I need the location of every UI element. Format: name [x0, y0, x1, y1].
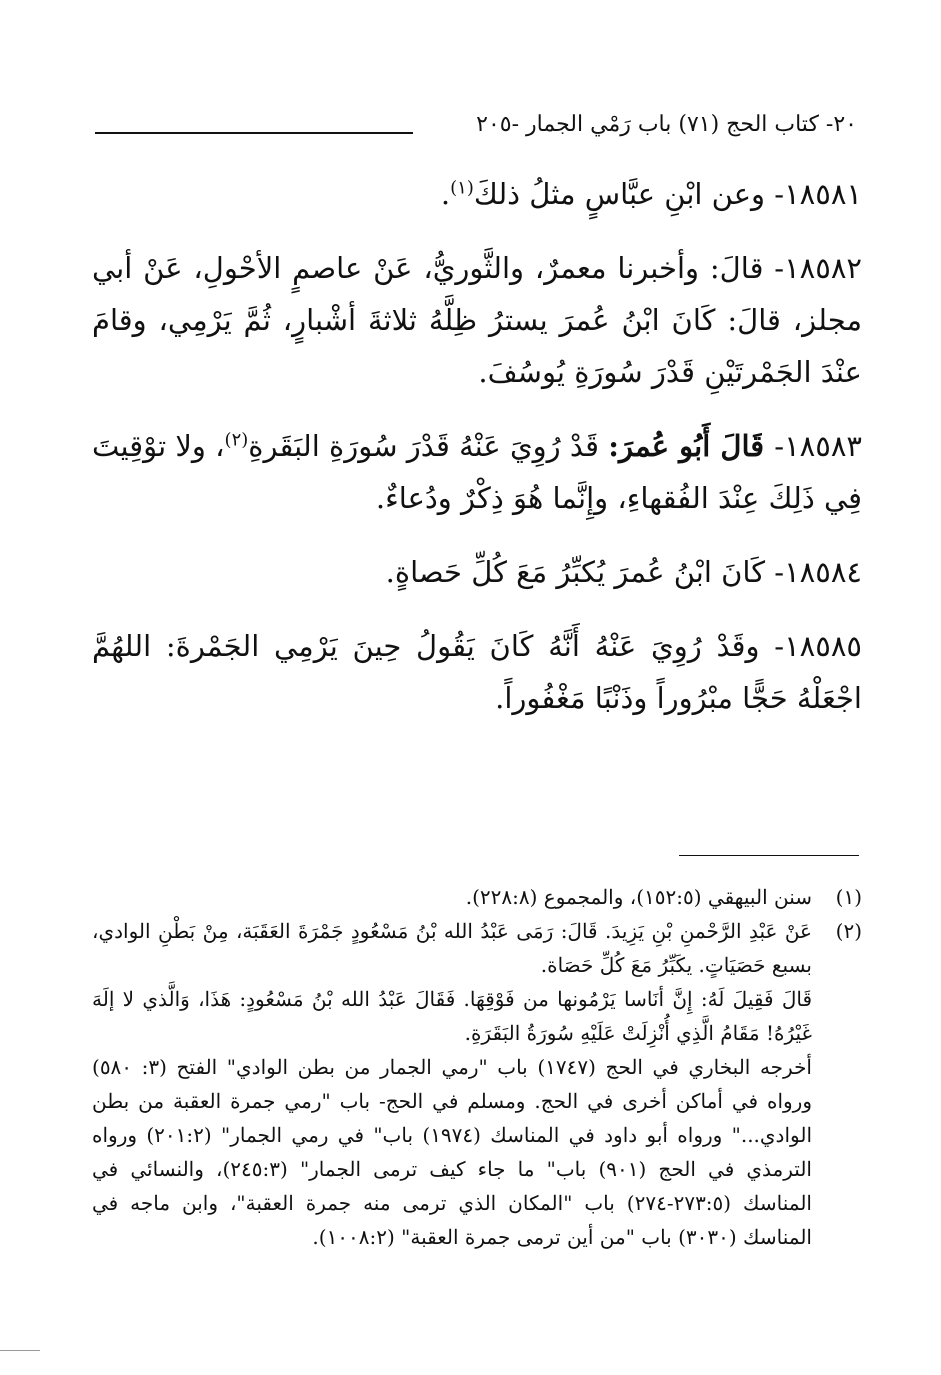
footnote-separator: [679, 855, 859, 856]
paragraph-18585: [92, 620, 862, 724]
paragraph-number: ١٨٥٨١-: [774, 177, 862, 211]
footnote-ref[interactable]: (٢): [224, 429, 249, 451]
header-rule: [95, 132, 413, 134]
footnote-line: أخرجه البخاري في الحج (١٧٤٧) باب "رمي الجمار من بطن الوادي" الفتح (٣: ٥٨٠) ورواه في أماكن أخرى في الحج. ومسلم في الحج- باب "رمي جمرة العقبة من بطن الوادي..." ورواه أبو داود في المناسك (١٩٧٤) باب" في رمي الجمار" (٢٠١:٢) ورواه الترمذي في الحج (٩٠١) باب" ما جاء كيف ترمى الجمار" (٢٤٥:٣)، والنسائي في المناسك (٢٧٣:٥-٢٧٤) باب "المكان الذي ترمى منه جمرة العقبة"، وابن ماجه في المناسك (٣٠٣٠) باب "من أين ترمى جمرة العقبة" (١٠٠٨:٢).: [92, 1055, 813, 1249]
paragraph-18583: [92, 420, 862, 524]
scan-mark: [0, 1350, 40, 1352]
paragraph-number: ١٨٥٨٣-: [774, 429, 862, 463]
main-text: [92, 168, 862, 746]
speaker-label: قَالَ أَبُو عُمرَ:: [608, 429, 775, 463]
paragraph-text: كَانَ ابْنُ عُمرَ يُكبِّرُ مَعَ كُلِّ حَصاةٍ.: [385, 555, 775, 589]
running-header: [95, 112, 857, 152]
paragraph-18581: [92, 168, 862, 220]
footnote-body: [92, 914, 812, 1254]
paragraph-text: وقَدْ رُوِيَ عَنْهُ أَنَّهُ كَانَ يَقُولُ حِينَ يَرْمِي الجَمْرةَ: اللهُمَّ اجْعَلْهُ حَجًّا مبْرُوراً وذَنْبًا مَغْفُوراً.: [92, 629, 862, 715]
footnote-marker: (٢): [835, 919, 862, 943]
footnotes: [92, 880, 862, 1254]
footnote-1: [92, 880, 862, 914]
footnote-marker: (١): [835, 885, 862, 909]
paragraph-text: وعن ابْنِ عبَّاسٍ مثلُ ذلكَ: [473, 177, 775, 211]
paragraph-tail: ، ولا توْقِيتَ فِي ذَلِكَ عِنْدَ الفُقهاءِ، وإِنَّما هُوَ ذِكْرٌ ودُعاءٌ.: [92, 429, 862, 515]
paragraph-text: قالَ: وأخبرنا معمرٌ، والثَّوريُّ، عَنْ عاصمٍ الأحْولِ، عَنْ أبي مجلز، قالَ: كَانَ ابْنُ عُمرَ يسترُ ظِلَّهُ ثلاثةَ أشْبارٍ، ثُمَّ يَرْمِي، وقامَ عنْدَ الجَمْرتَيْنِ قَدْرَ سُورَةِ يُوسُفَ.: [92, 251, 862, 389]
paragraph-number: ١٨٥٨٤-: [774, 555, 862, 589]
paragraph-18584: [92, 546, 862, 598]
footnote-ref[interactable]: (١): [450, 177, 474, 199]
footnote-body: [92, 880, 812, 914]
paragraph-number: ١٨٥٨٥-: [774, 629, 862, 663]
paragraph-number: ١٨٥٨٢-: [774, 251, 862, 285]
paragraph-tail: .: [440, 177, 451, 211]
footnote-line: سنن البيهقي (١٥٢:٥)، والمجموع (٢٢٨:٨).: [465, 885, 812, 909]
footnote-2: [92, 914, 862, 1254]
header-title: ٢٠- كتاب الحج (٧١) باب رَمْي الجمار -٢٠٥: [476, 112, 857, 137]
paragraph-18582: [92, 242, 862, 398]
paragraph-text: قَدْ رُوِيَ عَنْهُ قَدْرَ سُورَةِ البَقَرةِ: [248, 429, 609, 463]
footnote-line: عَنْ عَبْدِ الرَّحْمنِ بْنِ يَزِيدَ. قَالَ: رَمَى عَبْدُ الله بْنُ مَسْعُودٍ جَمْرَةَ العَقَبَة، مِنْ بَطْنِ الوادي، بسبع حَصَيَاتٍ. يكَبِّرُ مَعَ كُلِّ حَصَاة.: [92, 919, 812, 977]
footnote-line: قَالَ فَقِيلَ لَهُ: إِنَّ أنَاسا يَرْمُونها من فَوْقِهَا. فَقَالَ عَبْدُ الله بْنُ مَسْعُودٍ: هَذَا، وَالَّذي لا إلَهَ غَيْرُهُ! مَقَامُ الَّذِي أُنْزِلَتْ عَلَيْهِ سُورَةُ البَقَرَةِ.: [92, 987, 812, 1045]
